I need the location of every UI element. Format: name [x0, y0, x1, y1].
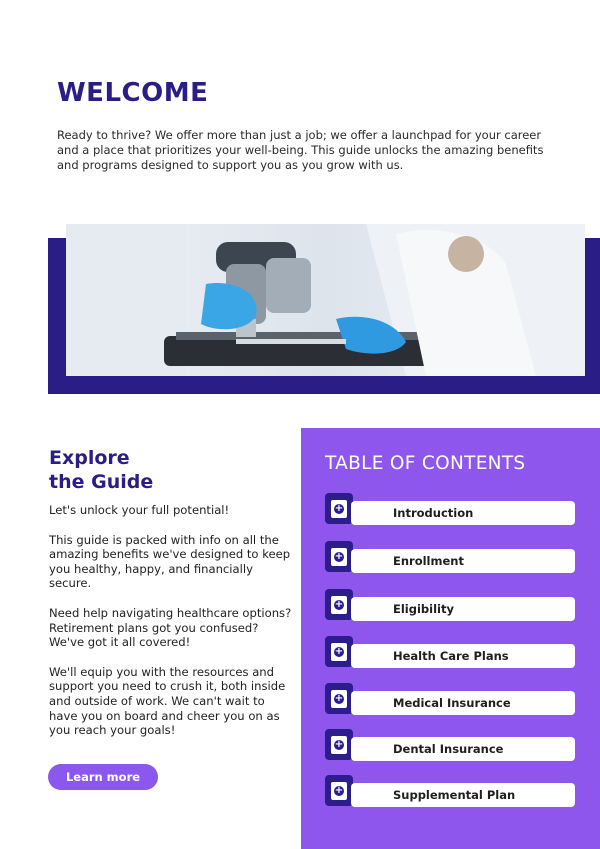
- toc-item-dental-insurance[interactable]: [325, 729, 553, 763]
- toc-item-label: Medical Insurance: [351, 691, 575, 715]
- add-document-icon: [325, 636, 353, 667]
- toc-item-medical-insurance[interactable]: [325, 683, 553, 717]
- explore-paragraph: This guide is packed with info on all the amazing benefits we've designed to keep you healthy, happy, and financially secure.: [49, 532, 291, 591]
- add-document-icon: [325, 541, 353, 572]
- explore-paragraph: Let's unlock your full potential!: [49, 503, 230, 517]
- explore-title-line1: Explore: [49, 447, 130, 469]
- toc-item-supplemental-plan[interactable]: [325, 775, 553, 809]
- explore-title: [49, 446, 153, 494]
- microscope-photo-illustration: [66, 224, 585, 376]
- toc-item-label: Dental Insurance: [351, 737, 575, 761]
- hero-image-microscope: [66, 224, 585, 376]
- welcome-title: WELCOME: [57, 78, 209, 108]
- toc-item-eligibility[interactable]: [325, 589, 553, 623]
- explore-paragraph: Need help navigating healthcare options? Retirement plans got you confused? We've got it all covered!: [49, 605, 292, 650]
- toc-item-health-care-plans[interactable]: [325, 636, 553, 670]
- toc-item-introduction[interactable]: [325, 493, 553, 527]
- welcome-intro-text: Ready to thrive? We offer more than just a job; we offer a launchpad for your career and a place that prioritizes your well-being. This guide unlocks the amazing benefits and programs designed to support you as you grow with us.: [57, 128, 544, 172]
- add-document-icon: [325, 729, 353, 760]
- explore-paragraph: We'll equip you with the resources and support you need to crush it, both inside and outside of work. We can't wait to have you on board and cheer you on as you reach your goals!: [49, 664, 286, 738]
- add-document-icon: [325, 589, 353, 620]
- toc-item-label: Enrollment: [351, 549, 575, 573]
- toc-title: TABLE OF CONTENTS: [325, 453, 526, 474]
- welcome-intro: [57, 128, 557, 173]
- toc-item-label: Introduction: [351, 501, 575, 525]
- add-document-icon: [325, 683, 353, 714]
- toc-item-label: Health Care Plans: [351, 644, 575, 668]
- toc-item-enrollment[interactable]: [325, 541, 553, 575]
- add-document-icon: [325, 775, 353, 806]
- toc-item-label: Eligibility: [351, 597, 575, 621]
- learn-more-button[interactable]: Learn more: [48, 764, 158, 790]
- table-of-contents-panel: [301, 428, 600, 849]
- toc-item-label: Supplemental Plan: [351, 783, 575, 807]
- explore-title-line2: the Guide: [49, 471, 154, 493]
- add-document-icon: [325, 493, 353, 524]
- explore-body: [49, 503, 294, 753]
